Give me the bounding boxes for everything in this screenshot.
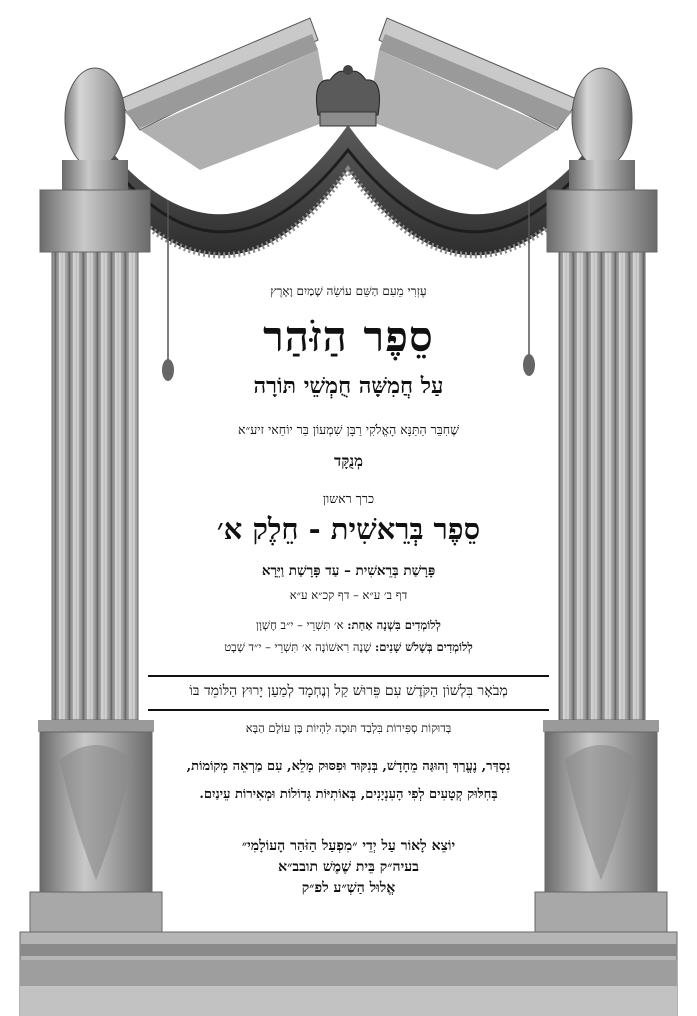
schedule-three-years (150, 640, 547, 654)
vocalized-label: מְנֻקָּד (333, 452, 363, 470)
right-column (535, 68, 667, 932)
left-column (30, 68, 162, 932)
divider-top (148, 675, 549, 677)
schedule-three-years-label: לְלוֹמְדִים בְּשָׁלֹשׁ שָׁנִים: (374, 640, 473, 654)
proofreading-note: בְּדוּקוֹת סְפִּירוֹת בִּלְבַד תּוּכָה לִהְיוֹת בֶּן עוֹלָם הַבָּא (245, 721, 452, 735)
description: מְבֹאָר בִּלְשׁוֹן הַקֹּדֶשׁ עִם פֵּרוּשׁ קַל וְנֶחְמָד לְמַעַן יָרוּץ הַלּוֹמֵד בּוֹ (189, 683, 508, 699)
publisher-line-1: יוֹצֵא לָאוֹר עַל יְדֵי ״מִפְעַל הַזֹּהַר הָעוֹלָמִי״ (241, 838, 456, 854)
schedule-one-year-label: לְלוֹמְדִים בִּשְׁנָה אַחַת: (347, 618, 441, 632)
schedule-one-year (150, 618, 547, 632)
base-frieze (20, 932, 677, 1016)
volume-label: כרך ראשון (322, 491, 375, 506)
subtitle: עַל חֲמִשָּׁה חֻמְשֵׁי תּוֹרָה (253, 373, 444, 399)
schedule-one-year-dates: א׳ תִּשְׁרֵי – י״ב חֶשְׁוָן (256, 618, 344, 632)
editing-note-line-1: נִסְדַּר, נֶעֱרַךְ וְהוּגַּה מֵחָדָשׁ, בְּנִקּוּד וּפִסּוּק מָלֵא, עִם מַרְאֵה מְקוֹמוֹת, (186, 759, 511, 774)
author-line: שֶׁחִבֵּר הַתַּנָּא הָאֱלֹקִי רַבָּן שִׁמְעוֹן בַּר יוֹחַאי זיע״א (237, 422, 460, 437)
schedule-three-years-dates: שָׁנָה רִאשׁוֹנָה א׳ תִּשְׁרֵי – י״ד שְׁבָט (224, 640, 372, 654)
divider-bottom (148, 709, 549, 711)
opening-blessing: עֶזְרִי מֵעִם הַשֵּׁם עוֹשֵׂה שָׁמַיִם וָאָרֶץ (270, 284, 427, 298)
volume-title: סֵפֶר בְּרֵאשִׁית - חֵלֶק א׳ (216, 512, 481, 546)
crown-ornament (317, 65, 380, 126)
publisher-line-3: אֱלוּל הַשְׁ״ע לפ״ק (301, 880, 396, 896)
page-range: דף ב׳ ע״א – דף קכ״א ע״א (289, 588, 408, 602)
editing-note-line-2: בְּחִלּוּק קְטָעִים לְפִי הָעִנְיָנִים, בְּאוֹתִיּוֹת גְּדוֹלוֹת וּמְאִירוֹת עֵינַיִם. (199, 787, 498, 802)
book-title: סֵפֶר הַזֹּהַר (263, 312, 434, 361)
publisher-line-2: בעיה״ק בֵּית שֶׁמֶשׁ תובב״א (278, 859, 419, 875)
parsha-range: פָּרָשַׁת בְּרֵאשִׁית – עַד פָּרָשַׁת וַיֵּרָא (261, 563, 436, 579)
